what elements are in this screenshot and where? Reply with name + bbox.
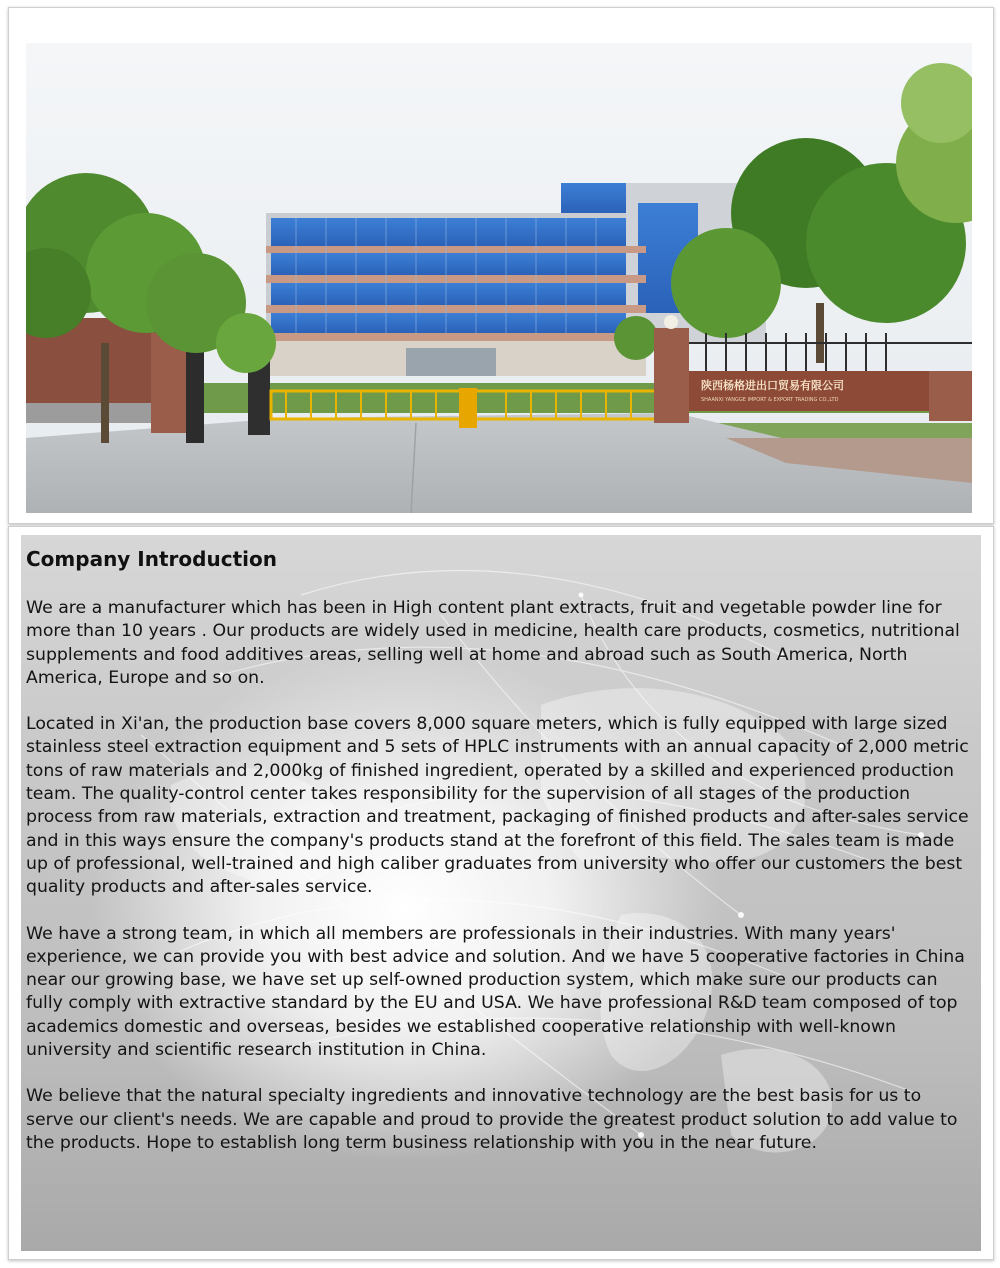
intro-content: [26, 547, 974, 1178]
intro-background: [21, 535, 981, 1251]
company-photo-frame: [8, 7, 994, 524]
building-illustration: [26, 43, 972, 513]
intro-paragraph-4: We believe that the natural specialty ingredients and innovative technology are the best basis for us to serve our client's needs. We are capable and proud to provide the greatest product solution to add value to the products. Hope to establish long term business relationship with you in the near future.: [26, 1086, 958, 1153]
company-sign-cn: 陕西杨格进出口贸易有限公司: [701, 379, 844, 392]
company-sign-en: SHAANXI YANGGE IMPORT & EXPORT TRADING CO.,LTD: [701, 397, 839, 403]
company-building-photo: [26, 43, 972, 513]
intro-paragraph-1: We are a manufacturer which has been in High content plant extracts, fruit and vegetable powder line for more than 10 years . Our products are widely used in medicine, health care products, cosmetics, nutritional supplements and food additives areas, selling well at home and abroad such as South America, North America, Europe and so on.: [26, 598, 960, 688]
intro-title: Company Introduction: [26, 547, 277, 571]
company-introduction-panel: [8, 526, 994, 1260]
intro-paragraph-3: We have a strong team, in which all members are professionals in their industries. With many years' experience, we can provide you with best advice and solution. And we have 5 cooperative factories in China near our growing base, we have set up self-owned production system, which make sure our products can fully comply with extractive standard by the EU and USA. We have professional R&D team composed of top academics domestic and overseas, besides we established cooperative relationship with well-known university and scientific research institution in China.: [26, 923, 965, 1061]
intro-paragraph-2: Located in Xi'an, the production base covers 8,000 square meters, which is fully equipped with large sized stainless steel extraction equipment and 5 sets of HPLC instruments with an annual capacity of 2,000 metric tons of raw materials and 2,000kg of finished ingredient, operated by a skilled and experienced production team. The quality-control center takes responsibility for the supervision of all stages of the production process from raw materials, extraction and treatment, packaging of finished products and after-sales service and in this ways ensure the company's products stand at the forefront of this field. The sales team is made up of professional, well-trained and high caliber graduates from university who offer our customers the best quality products and after-sales service.: [26, 714, 969, 898]
